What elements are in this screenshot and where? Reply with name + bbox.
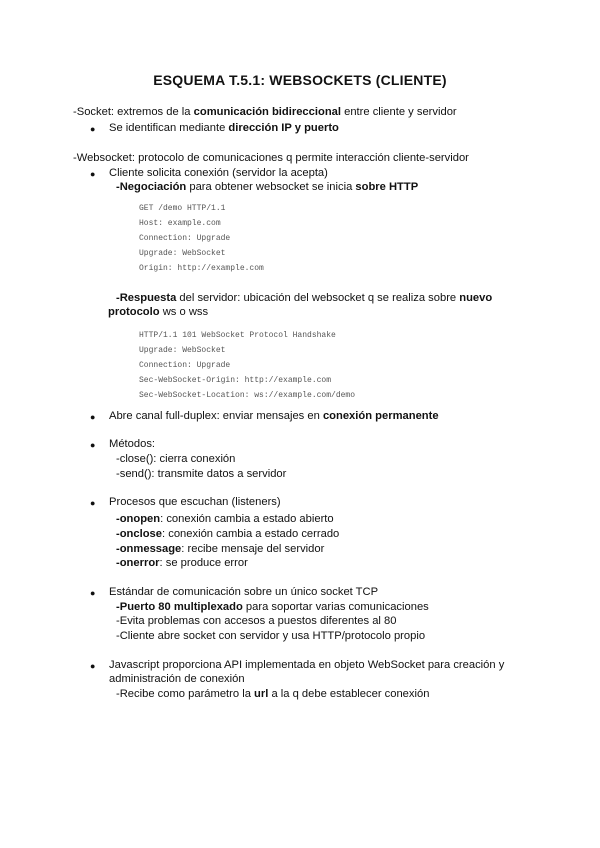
javascript-line2: administración de conexión xyxy=(109,673,245,685)
listener-item xyxy=(116,542,324,556)
socket-text-end: entre cliente y servidor xyxy=(340,106,457,118)
respuesta-text-end: ws o wss xyxy=(159,306,209,318)
metodo-item: -send(): transmite datos a servidor xyxy=(116,468,287,480)
fullduplex-bold: conexión permanente xyxy=(322,410,439,422)
websocket-definition: -Websocket: protocolo de comunicaciones q permite interacción cliente-servidor xyxy=(73,152,469,164)
response-code-line: Sec-WebSocket-Origin: http://example.com xyxy=(139,376,332,385)
request-code-line: Upgrade: WebSocket xyxy=(139,249,226,258)
metodos-title: Métodos: xyxy=(109,438,156,450)
puerto-line xyxy=(116,600,429,614)
recibe-text: -Recibe como parámetro la xyxy=(116,688,255,700)
bullet-icon: ● xyxy=(90,440,96,450)
respuesta-text: del servidor: ubicación del websocket q se realiza sobre xyxy=(176,292,460,304)
response-code-line: Upgrade: WebSocket xyxy=(139,346,226,355)
socket-bullet-bold: dirección IP y puerto xyxy=(228,122,339,134)
listener-desc: : se produce error xyxy=(159,557,248,569)
bullet-icon: ● xyxy=(90,169,96,179)
request-code-line: Host: example.com xyxy=(139,219,221,228)
listener-item xyxy=(116,512,334,526)
cliente-line: -Cliente abre socket con servidor y usa HTTP/protocolo propio xyxy=(116,630,426,642)
bullet-icon: ● xyxy=(90,588,96,598)
bullet-icon: ● xyxy=(90,412,96,422)
respuesta-bold2: nuevo xyxy=(459,292,493,304)
socket-bullet-text: Se identifican mediante xyxy=(109,122,229,134)
recibe-text-end: a la q debe establecer conexión xyxy=(268,688,430,700)
metodo-item: -close(): cierra conexión xyxy=(116,453,236,465)
socket-text: -Socket: extremos de la xyxy=(73,106,194,118)
respuesta-line2 xyxy=(108,305,208,319)
bullet-icon: ● xyxy=(90,498,96,508)
response-code-line: Sec-WebSocket-Location: ws://example.com/demo xyxy=(139,391,356,400)
listener-desc: : conexión cambia a estado abierto xyxy=(160,513,334,525)
listener-item xyxy=(116,527,339,541)
response-code-line: HTTP/1.1 101 WebSocket Protocol Handshake xyxy=(139,331,336,340)
socket-bullet xyxy=(109,121,339,135)
listener-item xyxy=(116,556,248,570)
socket-bold: comunicación bidireccional xyxy=(193,106,341,118)
respuesta-line xyxy=(116,291,492,305)
listener-name: -onmessage xyxy=(116,543,182,555)
negociacion-line xyxy=(116,180,418,194)
listener-name: -onerror xyxy=(116,557,160,569)
negociacion-text: para obtener websocket se inicia xyxy=(186,181,356,193)
bullet-icon: ● xyxy=(90,661,96,671)
listener-name: -onclose xyxy=(116,528,163,540)
socket-definition xyxy=(73,105,457,119)
puerto-text: para soportar varias comunicaciones xyxy=(242,601,429,613)
request-code-line: Connection: Upgrade xyxy=(139,234,231,243)
fullduplex-text: Abre canal full-duplex: enviar mensajes en xyxy=(109,410,323,422)
websocket-bullet: Cliente solicita conexión (servidor la acepta) xyxy=(109,167,328,179)
puerto-bold: -Puerto 80 multiplexado xyxy=(116,601,243,613)
fullduplex-bullet xyxy=(109,409,439,423)
page-title: ESQUEMA T.5.1: WEBSOCKETS (CLIENTE) xyxy=(153,72,447,88)
request-code-line: GET /demo HTTP/1.1 xyxy=(139,204,226,213)
bullet-icon: ● xyxy=(90,124,96,134)
listeners-title: Procesos que escuchan (listeners) xyxy=(109,496,281,508)
respuesta-bold: -Respuesta xyxy=(116,292,177,304)
recibe-bold: url xyxy=(254,688,269,700)
listener-name: -onopen xyxy=(116,513,161,525)
recibe-line xyxy=(116,687,429,701)
response-code-line: Connection: Upgrade xyxy=(139,361,231,370)
estandar-title: Estándar de comunicación sobre un único socket TCP xyxy=(109,586,379,598)
negociacion-bold2: sobre HTTP xyxy=(355,181,419,193)
javascript-line1: Javascript proporciona API implementada en objeto WebSocket para creación y xyxy=(109,659,505,671)
request-code-line: Origin: http://example.com xyxy=(139,264,264,273)
listener-desc: : conexión cambia a estado cerrado xyxy=(162,528,340,540)
evita-line: -Evita problemas con accesos a puestos diferentes al 80 xyxy=(116,615,397,627)
negociacion-bold: -Negociación xyxy=(116,181,187,193)
listener-desc: : recibe mensaje del servidor xyxy=(181,543,325,555)
respuesta-bold3: protocolo xyxy=(108,306,160,318)
